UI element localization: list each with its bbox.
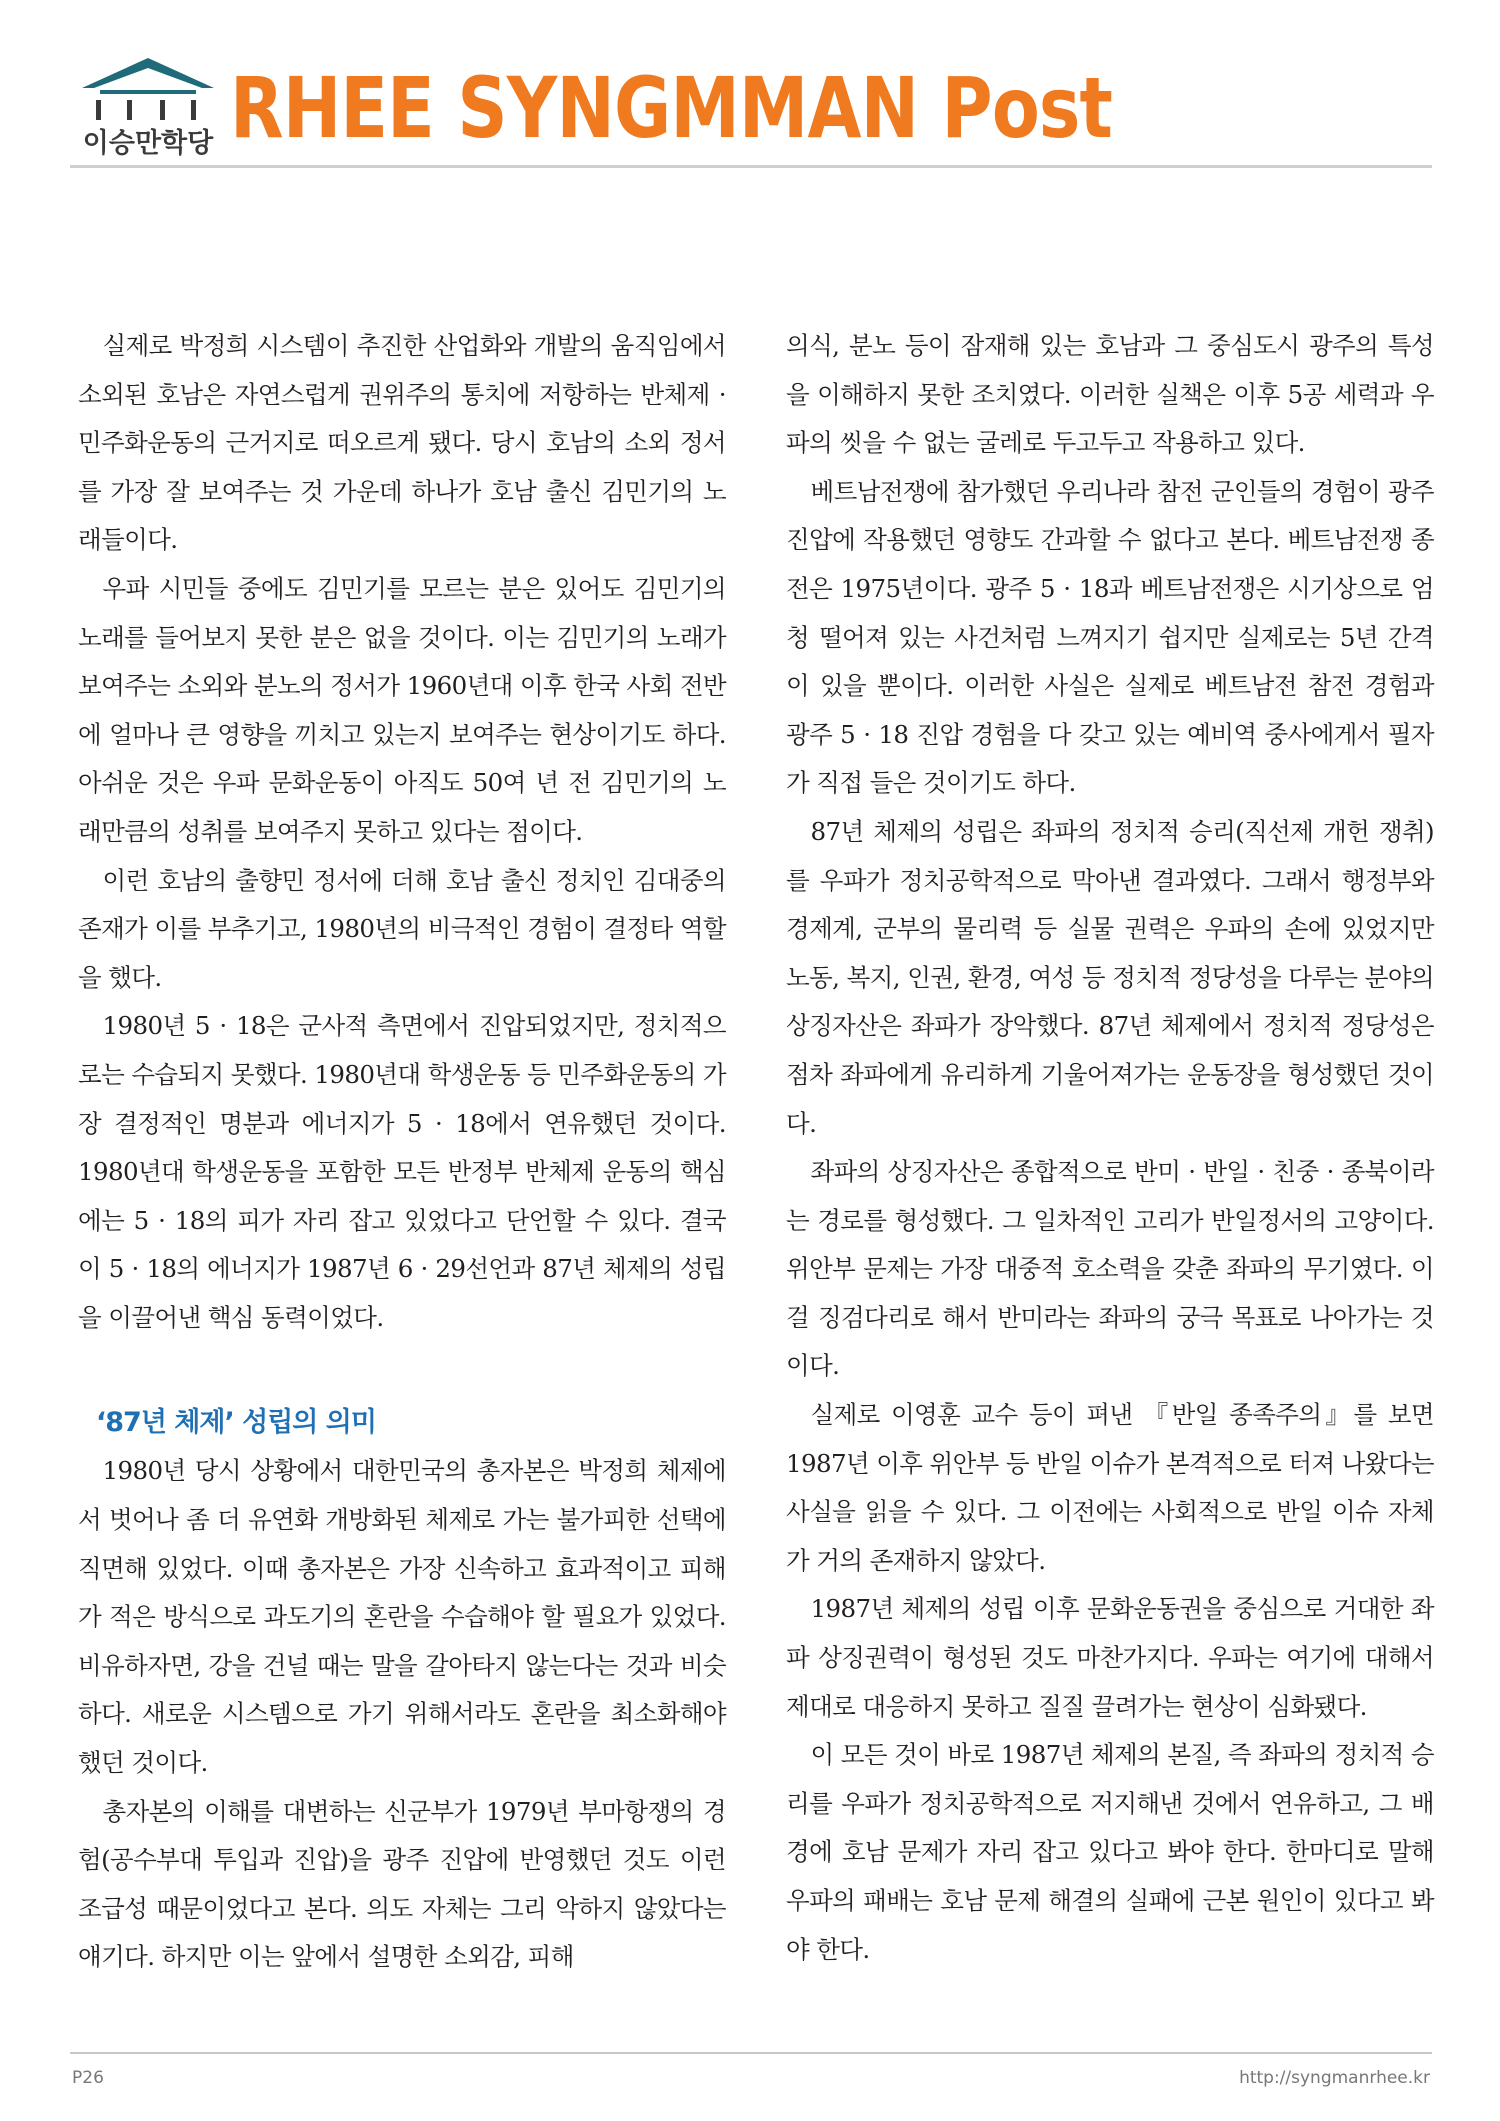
paragraph: 좌파의 상징자산은 종합적으로 반미 · 반일 · 친중 · 종북이라는 경로를 형성했다. 그 일차적인 고리가 반일정서의 고양이다. 위안부 문제는 가장 대중적 호소력을 갖춘 좌파의 무기였다. 이걸 징검다리로 해서 반미라는 좌파의 궁극 목표로 나아가는 것이다.	[786, 1157, 1434, 1381]
paragraph: 이런 호남의 출향민 정서에 더해 호남 출신 정치인 김대중의 존재가 이를 부추기고, 1980년의 비극적인 경험이 결정타 역할을 했다.	[78, 865, 726, 992]
header-divider	[70, 165, 1432, 168]
page-header	[70, 48, 1430, 168]
paragraph: 실제로 박정희 시스템이 추진한 산업화와 개발의 움직임에서 소외된 호남은 자연스럽게 권위주의 통치에 저항하는 반체제 · 민주화운동의 근거지로 떠오르게 됐다. 당시 호남의 소외 정서를 가장 잘 보여주는 것 가운데 하나가 호남 출신 김민기의 노래들이다.	[78, 331, 726, 555]
section-heading: ‘87년 체제’ 성립의 의미	[96, 1407, 376, 1439]
house-logo-icon	[70, 48, 230, 158]
site-url[interactable]: http://syngmanrhee.kr	[1239, 2068, 1430, 2088]
paragraph: 베트남전쟁에 참가했던 우리나라 참전 군인들의 경험이 광주 진압에 작용했던 영향도 간과할 수 없다고 본다. 베트남전쟁 종전은 1975년이다. 광주 5 · 18과 베트남전쟁은 시기상으로 엄청 떨어져 있는 사건처럼 느껴지기 쉽지만 실제로는 5년 간격이 있을 뿐이다. 이러한 사실은 실제로 베트남전 참전 경험과 광주 5 · 18 진압 경험을 다 갖고 있는 예비역 중사에게서 필자가 직접 들은 것이기도 하다.	[786, 476, 1434, 798]
footer-divider	[70, 2052, 1432, 2054]
logo	[70, 48, 230, 158]
paragraph: 총자본의 이해를 대변하는 신군부가 1979년 부마항쟁의 경험(공수부대 투입과 진압)을 광주 진압에 반영했던 것도 이런 조급성 때문이었다고 본다. 의도 자체는 그리 악하지 않았다는 얘기다. 하지만 이는 앞에서 설명한 소외감, 피해	[78, 1796, 726, 1972]
page-number: P26	[72, 2068, 104, 2088]
paragraph: 실제로 이영훈 교수 등이 펴낸 『반일 종족주의』를 보면 1987년 이후 위안부 등 반일 이슈가 본격적으로 터져 나왔다는 사실을 읽을 수 있다. 그 이전에는 사회적으로 반일 이슈 자체가 거의 존재하지 않았다.	[786, 1400, 1434, 1575]
left-column	[78, 322, 726, 1982]
paragraph: 우파 시민들 중에도 김민기를 모르는 분은 있어도 김민기의 노래를 들어보지 못한 분은 없을 것이다. 이는 김민기의 노래가 보여주는 소외와 분노의 정서가 1960년대 이후 한국 사회 전반에 얼마나 큰 영향을 끼치고 있는지 보여주는 현상이기도 하다. 아쉬운 것은 우파 문화운동이 아직도 50여 년 전 김민기의 노래만큼의 성취를 보여주지 못하고 있다는 점이다.	[78, 573, 726, 846]
paragraph: 1980년 당시 상황에서 대한민국의 총자본은 박정희 체제에서 벗어나 좀 더 유연화 개방화된 체제로 가는 불가피한 선택에 직면해 있었다. 이때 총자본은 가장 신속하고 효과적이고 피해가 적은 방식으로 과도기의 혼란을 수습해야 할 필요가 있었다. 비유하자면, 강을 건널 때는 말을 갈아타지 않는다는 것과 비슷하다. 새로운 시스템으로 가기 위해서라도 혼란을 최소화해야 했던 것이다.	[78, 1456, 726, 1778]
publication-title: RHEE SYNGMMAN Post	[230, 59, 1113, 157]
paragraph: 87년 체제의 성립은 좌파의 정치적 승리(직선제 개헌 쟁취)를 우파가 정치공학적으로 막아낸 결과였다. 그래서 행정부와 경제계, 군부의 물리력 등 실물 권력은 우파의 손에 있었지만 노동, 복지, 인권, 환경, 여성 등 정치적 정당성을 다루는 분야의 상징자산은 좌파가 장악했다. 87년 체제에서 정치적 정당성은 점차 좌파에게 유리하게 기울어져가는 운동장을 형성했던 것이다.	[786, 816, 1434, 1138]
paragraph: 1980년 5 · 18은 군사적 측면에서 진압되었지만, 정치적으로는 수습되지 못했다. 1980년대 학생운동 등 민주화운동의 가장 결정적인 명분과 에너지가 5 · 18에서 연유했던 것이다. 1980년대 학생운동을 포함한 모든 반정부 반체제 운동의 핵심에는 5 · 18의 피가 자리 잡고 있었다고 단언할 수 있다. 결국 이 5 · 18의 에너지가 1987년 6 · 29선언과 87년 체제의 성립을 이끌어낸 핵심 동력이었다.	[78, 1011, 726, 1332]
logo-text: 이승만학당	[82, 128, 214, 158]
paragraph: 의식, 분노 등이 잠재해 있는 호남과 그 중심도시 광주의 특성을 이해하지 못한 조치였다. 이러한 실책은 이후 5공 세력과 우파의 씻을 수 없는 굴레로 두고두고 작용하고 있다.	[786, 331, 1434, 458]
paragraph: 1987년 체제의 성립 이후 문화운동권을 중심으로 거대한 좌파 상징권력이 형성된 것도 마찬가지다. 우파는 여기에 대해서 제대로 대응하지 못하고 질질 끌려가는 현상이 심화됐다.	[786, 1594, 1434, 1721]
paragraph: 이 모든 것이 바로 1987년 체제의 본질, 즉 좌파의 정치적 승리를 우파가 정치공학적으로 저지해낸 것에서 연유하고, 그 배경에 호남 문제가 자리 잡고 있다고 봐야 한다. 한마디로 말해 우파의 패배는 호남 문제 해결의 실패에 근본 원인이 있다고 봐야 한다.	[786, 1740, 1434, 1964]
right-column	[786, 322, 1434, 1974]
